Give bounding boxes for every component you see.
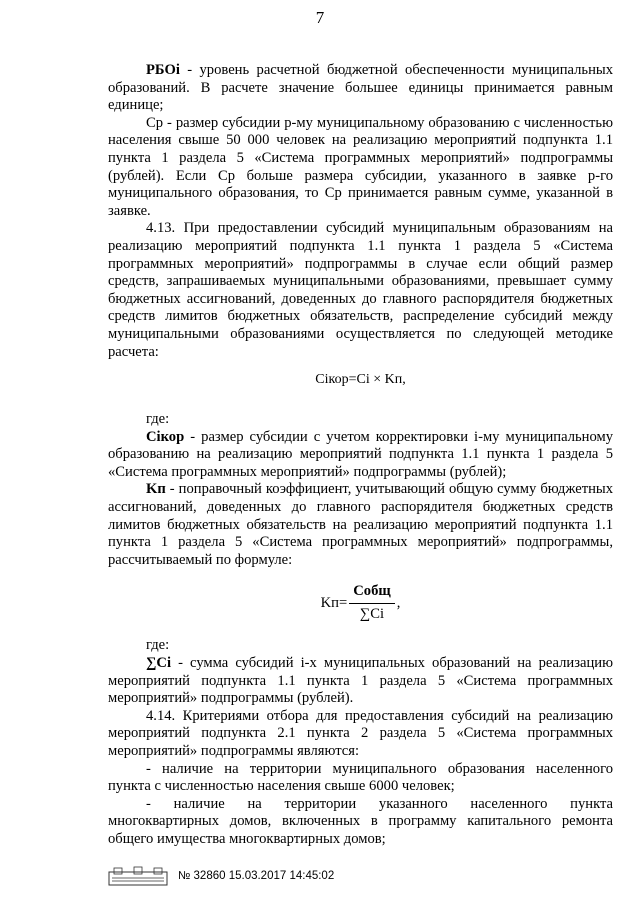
paragraph-sumci [108,655,613,708]
formula-cikor: Ciкор=Ci × Kп, [315,372,406,388]
list-item-1: - наличие на территории муниципального образования населенного пункта с численностью населения свыше 6000 человек; [108,760,613,795]
paragraph-4-13: 4.13. При предоставлении субсидий муниципальным образованиям на реализацию мероприятий подпункта 1.1 пункта 1 раздела 5 «Система программных мероприятий» подпрограммы в случае если общий размер средств, запрашиваемых муниципальными образованиями, превышает сумму бюджетных ассигнований, доведенных до главного распорядителя бюджетных средств лимитов бюджетных обязательств, распределение субсидий между муниципальными образованиями осуществляется по следующей методике расчета: [108,220,613,360]
text-rbo: - уровень расчетной бюджетной обеспеченности муниципальных образований. В расчете значение большее единицы принимается равным единице; [108,62,613,114]
formula-kp-fraction [349,583,394,623]
text-cikor: - размер субсидии с учетом корректировки i-му муниципальному образованию на реализацию мероприятий подпункта 1.1 пункта 1 раздела 5 «Система программных мероприятий» подпрограммы (рублей); [108,428,613,480]
formula-kp [108,573,613,633]
text-sumci: - сумма субсидий i-х муниципальных образований на реализацию мероприятий подпункта 1.1 пункта 1 раздела 5 «Система программных мероприятий» подпрограммы (рублей). [108,655,613,707]
page-number: 7 [315,8,325,27]
label-where-2: где: [146,637,170,654]
formula-kp-tail: , [396,594,401,611]
term-cikor: Ciкор [146,428,185,445]
paragraph-cp [108,115,613,221]
document-footer [108,866,334,886]
list-item-2: - наличие на территории указанного населенного пункта многоквартирных домов, включенных в программу капитального ремонта общего имущества многоквартирных домов; [108,795,613,847]
paragraph-4-14: 4.14. Критериями отбора для предоставления субсидий на реализацию мероприятий подпункта 2.1 пункта 2 раздела 5 «Система программных мероприятий» подпрограммы являются: [108,707,613,759]
paragraph-kp [108,481,613,569]
text-cp: - размер субсидии p-му муниципальному образованию с численностью населения свыше 50 000 человек на реализацию мероприятий подпункта 1.1 пункта 1 раздела 5 «Система программных мероприятий» подпрограммы (рублей). Если Cp больше размера субсидии, указанного в заявке p-го муниципального образования, то Cp принимается равным сумме, указанной в заявке. [108,114,613,219]
formula-kp-left: Kп= [320,594,348,611]
paragraph-rbo [108,62,613,115]
term-rbo: РБОi [146,62,180,78]
formula-kp-numerator: Cобщ [349,583,394,604]
term-kp: Kп [146,481,166,498]
document-reference: № 32860 15.03.2017 14:45:02 [178,870,335,882]
document-body [108,62,613,849]
term-cp: Cp [146,114,164,131]
text-kp: - поправочный коэффициент, учитывающий общую сумму бюджетных ассигнований, доведенных до главного распорядителя бюджетных средств лимитов бюджетных обязательств на реализацию мероприятий подпункта 1.1 пункта 1 раздела 5 «Система программных мероприятий» подпрограммы, рассчитываемый по формуле: [108,481,613,568]
label-where-1: где: [146,411,170,428]
paragraph-cikor [108,429,613,482]
term-sumci: ∑Ci [146,655,171,672]
registry-stamp-icon [108,866,168,886]
formula-kp-denominator: ∑Ci [359,605,385,622]
